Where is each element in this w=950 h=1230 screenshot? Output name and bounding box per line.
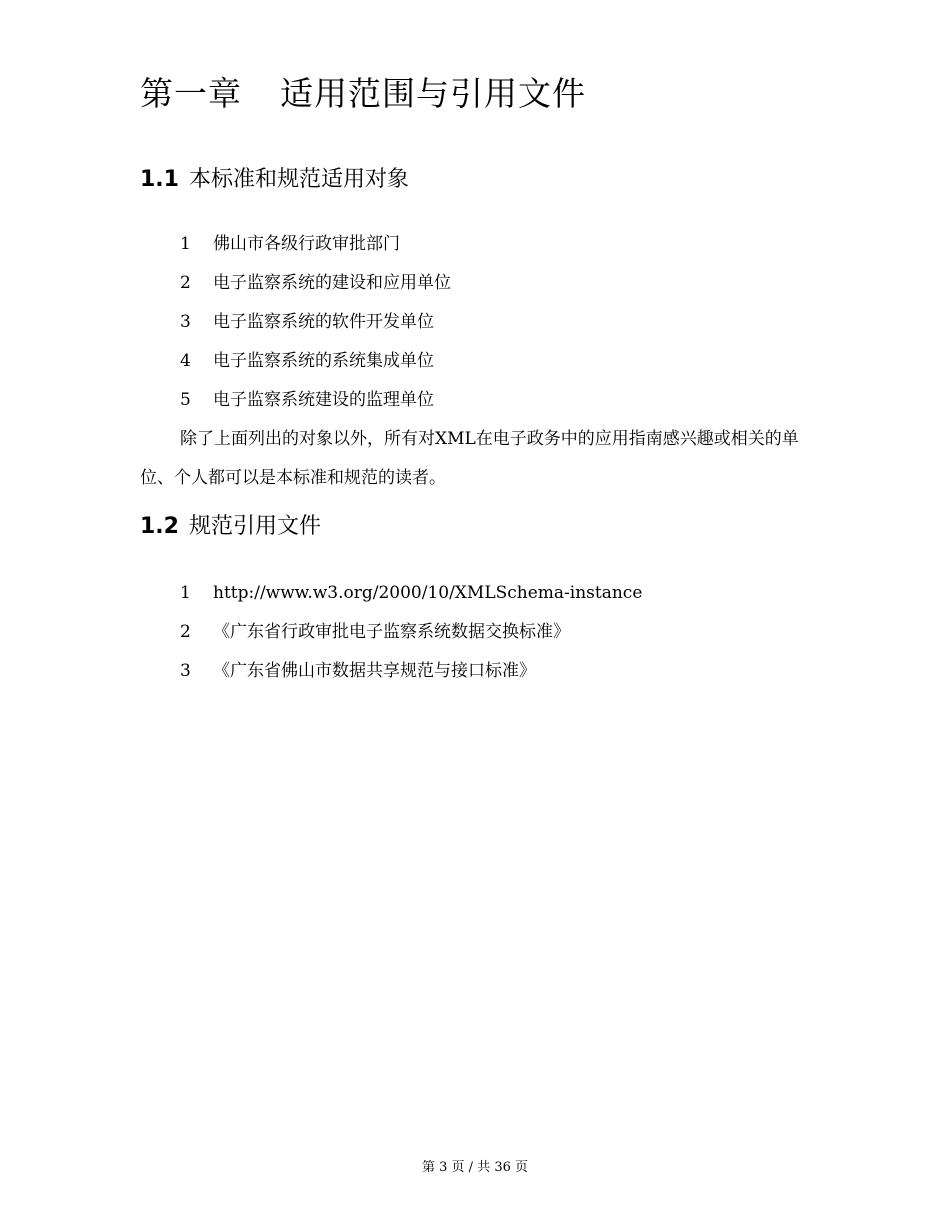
section-number: 1.1: [140, 167, 179, 192]
list-item-number: 1: [180, 583, 191, 603]
list-item: [180, 381, 451, 420]
applicable-objects-list: [180, 225, 451, 420]
section-title-text: 本标准和规范适用对象: [188, 167, 409, 192]
chapter-title-text: 适用范围与引用文件: [280, 74, 586, 113]
section-number: 1.2: [140, 514, 179, 539]
list-item-number: 5: [180, 390, 191, 410]
list-item: [180, 613, 642, 652]
list-item-text: http://www.w3.org/2000/10/XMLSchema-instance: [213, 583, 643, 603]
list-item-text: 《广东省行政审批电子监察系统数据交换标准》: [213, 622, 570, 642]
list-item: [180, 342, 451, 381]
list-item: [180, 303, 451, 342]
list-item: [180, 574, 642, 613]
list-item-text: 电子监察系统的系统集成单位: [213, 351, 434, 371]
list-item-text: 电子监察系统的建设和应用单位: [213, 273, 451, 293]
chapter-title: [140, 68, 586, 120]
list-item-number: 2: [180, 622, 191, 642]
list-item: [180, 652, 642, 691]
referenced-documents-list: [180, 574, 642, 691]
list-item-text: 电子监察系统建设的监理单位: [213, 390, 434, 410]
list-item-text: 电子监察系统的软件开发单位: [213, 312, 434, 332]
list-item-number: 3: [180, 661, 191, 681]
list-item-number: 4: [180, 351, 191, 371]
list-item-text: 《广东省佛山市数据共享规范与接口标准》: [213, 661, 536, 681]
list-item-number: 3: [180, 312, 191, 332]
list-item-text: 佛山市各级行政审批部门: [213, 234, 400, 254]
section-heading-1-1: [140, 164, 409, 196]
list-item-number: 1: [180, 234, 191, 254]
page-footer: 第 3 页 / 共 36 页: [422, 1160, 528, 1175]
list-item-number: 2: [180, 273, 191, 293]
section-heading-1-2: [140, 511, 321, 543]
body-paragraph: 除了上面列出的对象以外，所有对XML在电子政务中的应用指南感兴趣或相关的单位、个人都可以是本标准和规范的读者。: [140, 429, 799, 488]
list-item: [180, 225, 451, 264]
list-item: [180, 264, 451, 303]
section-title-text: 规范引用文件: [188, 514, 321, 539]
chapter-number: 第一章: [140, 74, 242, 113]
